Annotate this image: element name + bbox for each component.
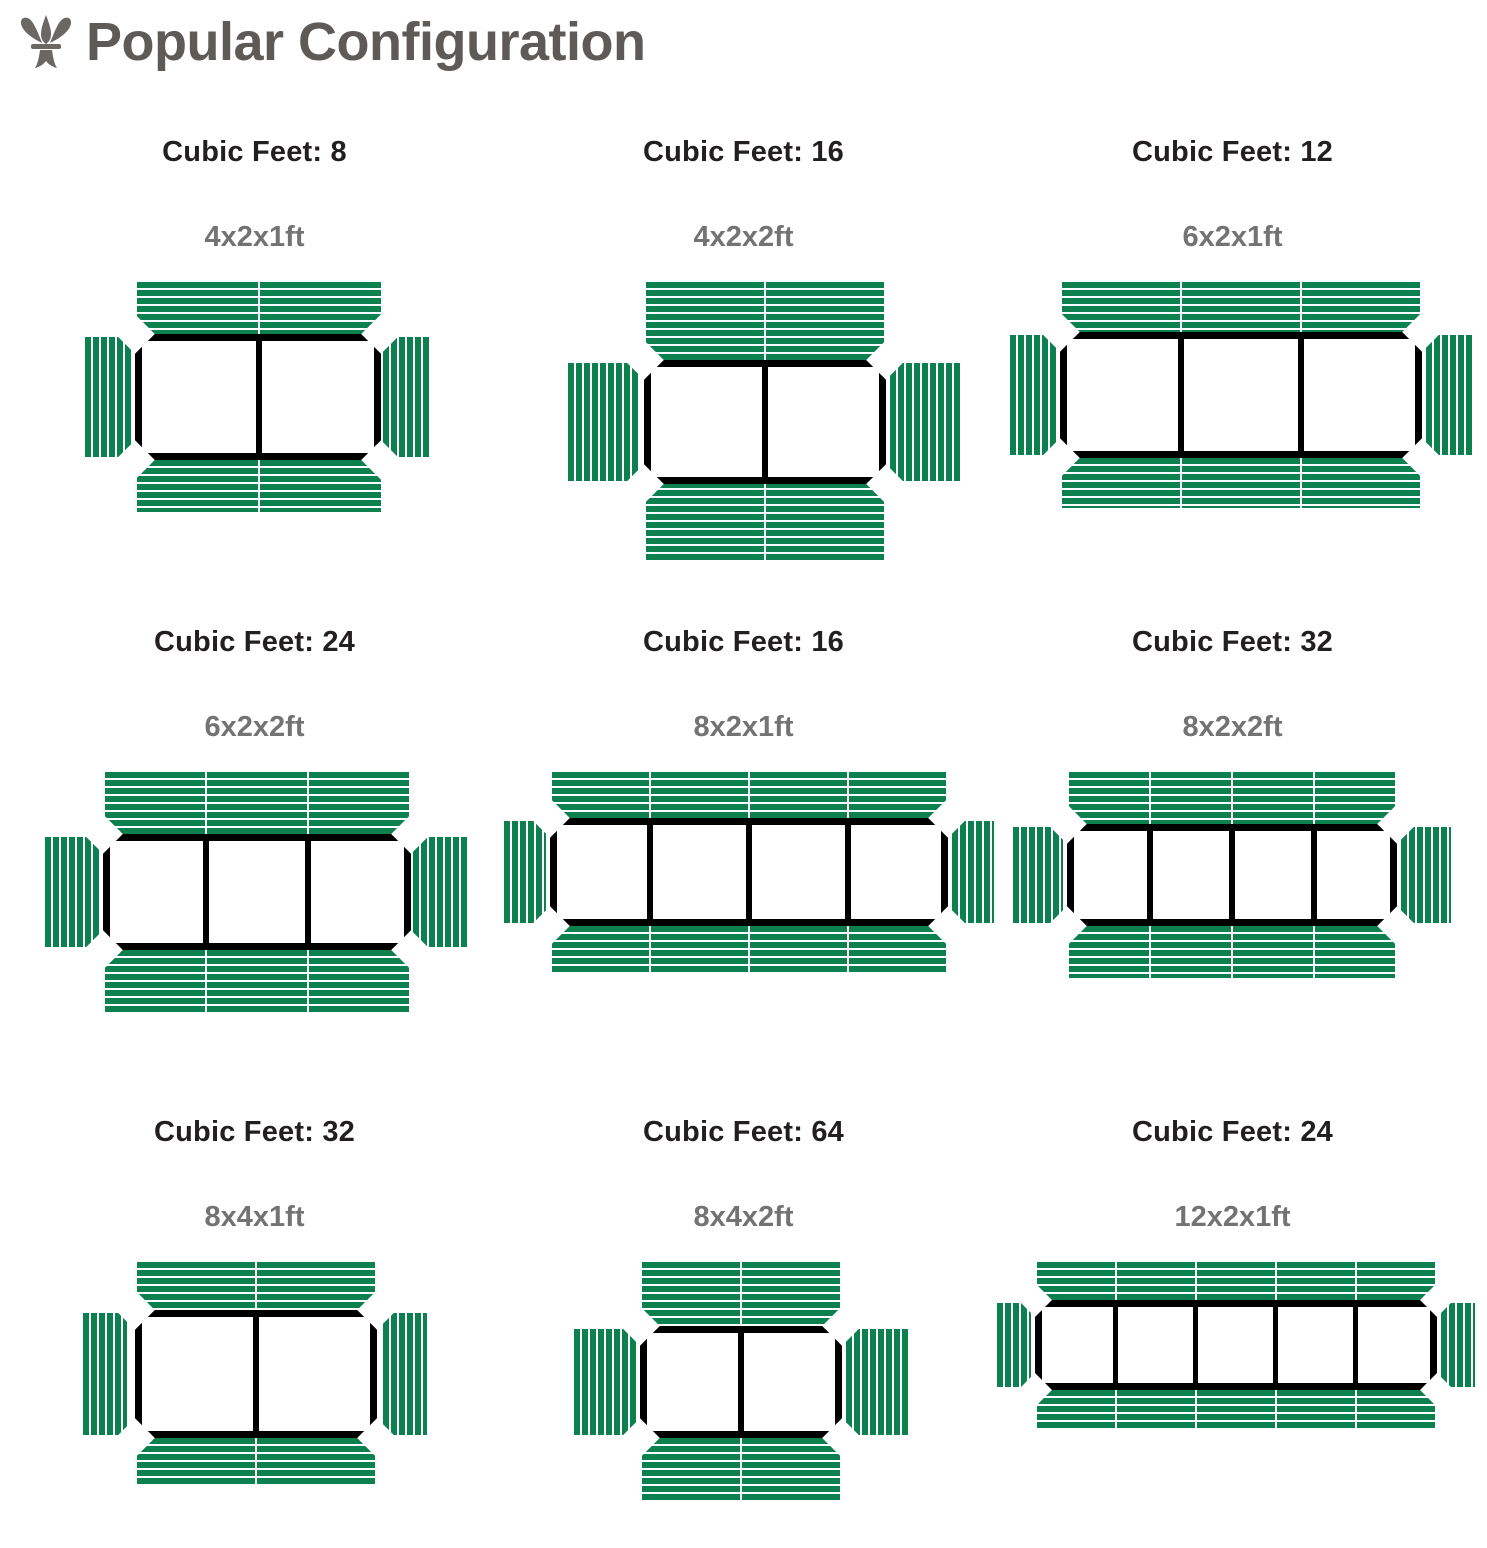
- mat-pad-right: [846, 1329, 908, 1435]
- mat-pad-bottom-2: [257, 1438, 375, 1486]
- mat-configuration-diagram: [1013, 772, 1453, 978]
- mat-pad-top-2: [766, 282, 884, 360]
- config-card-6x2x1: [988, 78, 1477, 568]
- mat-pad-left: [83, 1313, 127, 1435]
- mat-configuration-diagram: [997, 1262, 1469, 1428]
- mat-pad-bottom-1: [137, 1438, 255, 1486]
- mat-pad-bottom-5: [1357, 1390, 1435, 1428]
- mat-pad-top-5: [1357, 1262, 1435, 1300]
- mat-pad-bottom-1: [105, 950, 205, 1012]
- mat-pad-top-4: [1277, 1262, 1355, 1300]
- mat-pad-top-3: [1233, 772, 1313, 824]
- mat-pad-right: [1401, 827, 1451, 923]
- mat-configuration-diagram: [83, 1262, 427, 1486]
- mat-pad-right: [1441, 1303, 1475, 1387]
- config-card-8x4x2: [499, 1058, 988, 1548]
- mat-pad-top-2: [1182, 282, 1300, 332]
- config-card-6x2x2: [10, 568, 499, 1058]
- config-card-8x4x1: [10, 1058, 499, 1548]
- mat-pad-top-1: [646, 282, 764, 360]
- cubic-feet-label: Cubic Feet: 16: [642, 136, 844, 168]
- mat-floor-divider-1: [647, 822, 653, 922]
- mat-floor-divider-1: [203, 838, 209, 946]
- mat-floor-divider: [253, 1314, 259, 1434]
- dimensions-label: 8x4x2ft: [693, 1201, 794, 1233]
- dimensions-label: 4x2x2ft: [693, 221, 794, 253]
- mat-pad-bottom-3: [1302, 458, 1420, 508]
- mat-pad-left: [1013, 827, 1063, 923]
- mat-configuration-diagram: [1010, 282, 1456, 508]
- mat-pad-bottom-2: [260, 460, 381, 512]
- mat-pad-right: [1426, 335, 1472, 455]
- mat-pad-bottom-2: [651, 926, 748, 972]
- mat-pad-top-1: [137, 1262, 255, 1310]
- mat-floor-divider-4: [1353, 1304, 1358, 1386]
- mat-pad-right: [413, 837, 469, 947]
- mat-pad-top-1: [1069, 772, 1149, 824]
- mat-pad-top-4: [1315, 772, 1395, 824]
- mat-pad-left: [574, 1329, 636, 1435]
- cubic-feet-label: Cubic Feet: 12: [1131, 136, 1333, 168]
- config-card-8x2x2: [988, 568, 1477, 1058]
- mat-pad-left: [568, 363, 640, 481]
- mat-pad-top-3: [750, 772, 847, 818]
- mat-pad-top-3: [1197, 1262, 1275, 1300]
- mat-pad-top-2: [651, 772, 748, 818]
- mat-pad-top-1: [105, 772, 205, 834]
- cubic-feet-label: Cubic Feet: 32: [1131, 626, 1333, 658]
- mat-pad-top-3: [1302, 282, 1420, 332]
- config-card-8x2x1: [499, 568, 988, 1058]
- mat-pad-bottom-2: [1182, 458, 1300, 508]
- mat-floor-divider-3: [1311, 828, 1317, 922]
- mat-configuration-diagram: [574, 1262, 914, 1502]
- mat-pad-top-2: [742, 1262, 840, 1326]
- config-card-12x2x1: [988, 1058, 1477, 1548]
- diagram-wrapper: [499, 1262, 988, 1548]
- mat-pad-left: [504, 821, 546, 923]
- mat-pad-bottom-1: [137, 460, 258, 512]
- diagram-wrapper: [988, 1262, 1477, 1548]
- mat-pad-bottom-3: [1233, 926, 1313, 978]
- mat-pad-top-2: [207, 772, 307, 834]
- mat-configuration-diagram: [568, 282, 920, 560]
- diagram-wrapper: [10, 1262, 499, 1548]
- mat-pad-right: [383, 337, 431, 457]
- mat-pad-right: [890, 363, 962, 481]
- mat-pad-left: [45, 837, 101, 947]
- mat-pad-bottom-1: [1037, 1390, 1115, 1428]
- mat-pad-top-1: [642, 1262, 740, 1326]
- mat-pad-bottom-3: [750, 926, 847, 972]
- mat-floor-divider-3: [845, 822, 851, 922]
- mat-floor-divider-2: [305, 838, 311, 946]
- mat-pad-left: [997, 1303, 1031, 1387]
- mat-pad-top-1: [552, 772, 649, 818]
- page-title: Popular Configuration: [86, 12, 646, 72]
- mat-floor-divider: [256, 338, 262, 456]
- configuration-grid: [0, 78, 1487, 1548]
- diagram-wrapper: [499, 772, 988, 1058]
- mat-floor-divider-2: [1229, 828, 1235, 922]
- mat-pad-top-2: [1151, 772, 1231, 824]
- config-card-4x2x2: [499, 78, 988, 568]
- cubic-feet-label: Cubic Feet: 64: [642, 1116, 844, 1148]
- mat-pad-top-2: [257, 1262, 375, 1310]
- mat-pad-bottom-2: [766, 482, 884, 560]
- page-header: [0, 0, 1487, 78]
- mat-floor-divider-1: [1147, 828, 1153, 922]
- mat-pad-left: [85, 337, 133, 457]
- mat-configuration-diagram: [85, 282, 425, 512]
- mat-pad-right: [383, 1313, 427, 1435]
- cubic-feet-label: Cubic Feet: 24: [1131, 1116, 1333, 1148]
- mat-pad-bottom-3: [309, 950, 409, 1012]
- mat-pad-top-2: [1117, 1262, 1195, 1300]
- mat-floor-divider: [762, 364, 768, 480]
- mat-configuration-diagram: [504, 772, 984, 972]
- dimensions-label: 6x2x2ft: [204, 711, 305, 743]
- mat-pad-bottom-4: [849, 926, 946, 972]
- diagram-wrapper: [988, 282, 1477, 568]
- mat-floor-divider-1: [1113, 1304, 1118, 1386]
- mat-pad-bottom-1: [646, 482, 764, 560]
- mat-configuration-diagram: [45, 772, 465, 1012]
- cubic-feet-label: Cubic Feet: 8: [162, 136, 347, 168]
- mat-floor-divider-2: [1193, 1304, 1198, 1386]
- mat-floor-frame: [103, 834, 411, 950]
- diagram-wrapper: [499, 282, 988, 568]
- mat-pad-bottom-1: [1062, 458, 1180, 508]
- mat-pad-top-1: [1062, 282, 1180, 332]
- mat-pad-bottom-2: [1151, 926, 1231, 978]
- mat-floor-frame: [1035, 1300, 1437, 1390]
- mat-pad-top-1: [1037, 1262, 1115, 1300]
- dimensions-label: 8x2x1ft: [693, 711, 794, 743]
- mat-pad-bottom-4: [1315, 926, 1395, 978]
- mat-pad-bottom-1: [1069, 926, 1149, 978]
- mat-floor-frame: [1060, 332, 1422, 458]
- mat-floor-divider: [738, 1330, 744, 1434]
- mat-floor-divider-2: [746, 822, 752, 922]
- dimensions-label: 12x2x1ft: [1174, 1201, 1291, 1233]
- dimensions-label: 8x4x1ft: [204, 1201, 305, 1233]
- dimensions-label: 4x2x1ft: [204, 221, 305, 253]
- mat-floor-divider-1: [1178, 336, 1184, 454]
- mat-pad-bottom-2: [742, 1438, 840, 1502]
- mat-pad-bottom-1: [642, 1438, 740, 1502]
- mat-pad-top-2: [260, 282, 381, 334]
- dimensions-label: 6x2x1ft: [1182, 221, 1283, 253]
- diagram-wrapper: [988, 772, 1477, 1058]
- config-card-4x2x1: [10, 78, 499, 568]
- mat-floor-divider-3: [1273, 1304, 1278, 1386]
- cubic-feet-label: Cubic Feet: 16: [642, 626, 844, 658]
- mat-floor-divider-2: [1298, 336, 1304, 454]
- mat-pad-left: [1010, 335, 1056, 455]
- mat-pad-top-4: [849, 772, 946, 818]
- mat-pad-bottom-3: [1197, 1390, 1275, 1428]
- fleur-de-lis-icon: [18, 13, 74, 75]
- cubic-feet-label: Cubic Feet: 32: [153, 1116, 355, 1148]
- dimensions-label: 8x2x2ft: [1182, 711, 1283, 743]
- diagram-wrapper: [10, 772, 499, 1058]
- mat-pad-top-1: [137, 282, 258, 334]
- cubic-feet-label: Cubic Feet: 24: [153, 626, 355, 658]
- diagram-wrapper: [10, 282, 499, 568]
- mat-pad-bottom-1: [552, 926, 649, 972]
- mat-pad-bottom-2: [1117, 1390, 1195, 1428]
- mat-pad-bottom-4: [1277, 1390, 1355, 1428]
- mat-pad-bottom-2: [207, 950, 307, 1012]
- mat-pad-top-3: [309, 772, 409, 834]
